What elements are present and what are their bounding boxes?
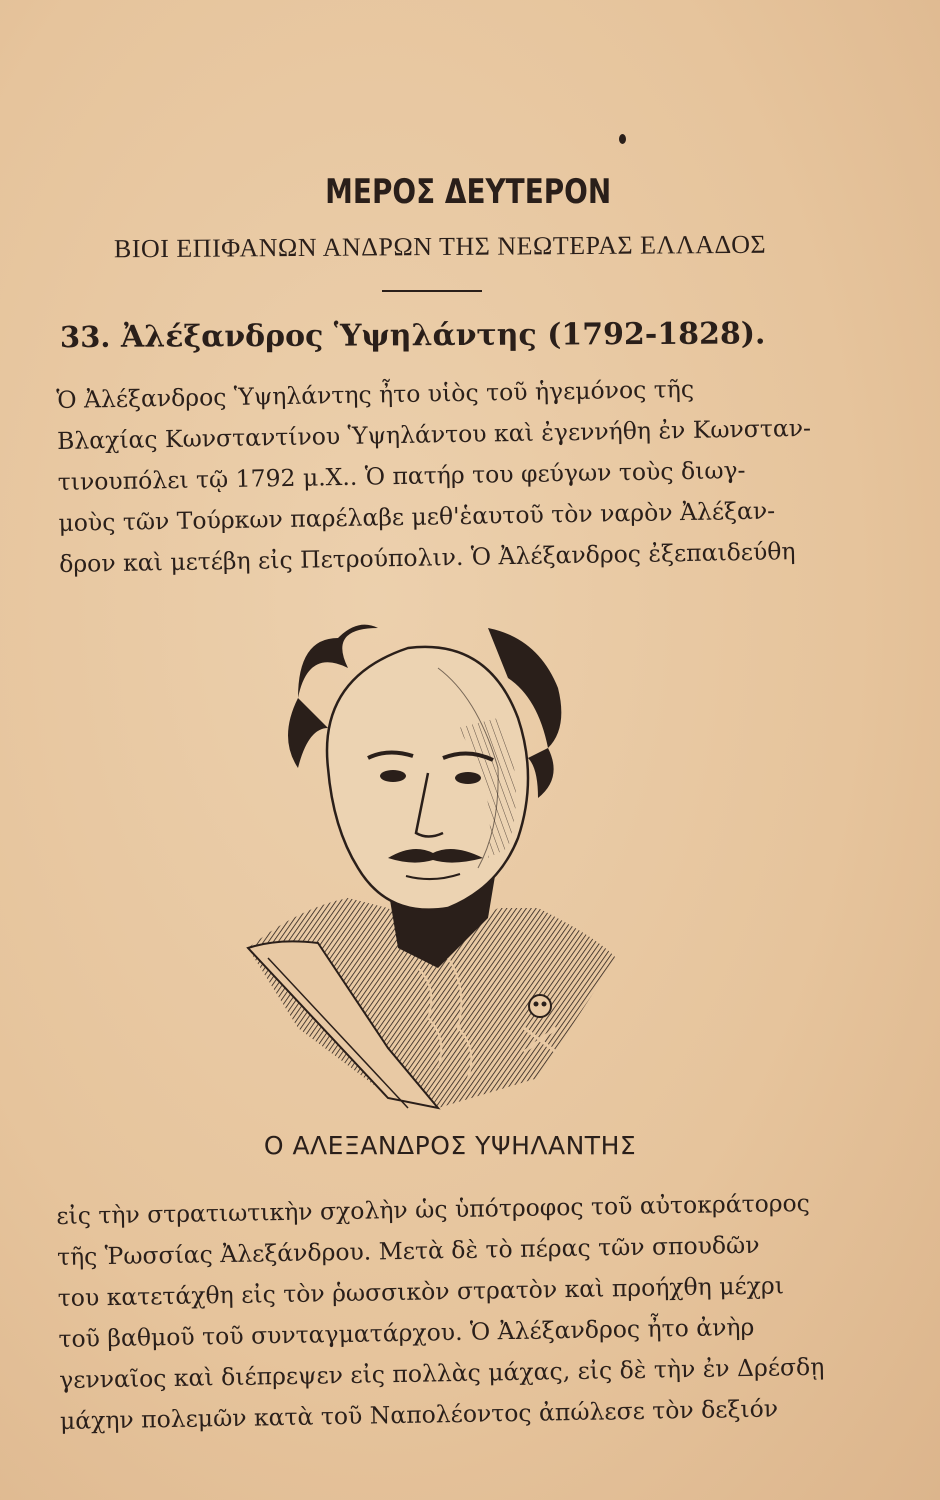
text-line: τινουπόλει τῷ 1792 μ.Χ.. Ὁ πατήρ του φεύγων τοὺς διωγ- <box>57 455 746 496</box>
text-line: τῆς Ῥωσσίας Ἀλεξάνδρου. Μετὰ δὲ τὸ πέρας τῶν σπουδῶν <box>56 1230 760 1271</box>
paragraph-continued <box>56 1182 850 1442</box>
text-line: εἰς τὴν στρατιωτικὴν σχολὴν ὡς ὑπότροφος τοῦ αὐτοκράτορος <box>56 1188 811 1230</box>
text-line: μοὺς τῶν Τούρκων παρέλαβε μεθ'ἑαυτοῦ τὸν ναρὸν Ἀλέξαν- <box>58 496 776 537</box>
text-line: γενναῖος καὶ διέπρεψεν εἰς πολλὰς μάχας, εἰς δὲ τὴν ἐν Δρέσδῃ <box>58 1352 825 1394</box>
part-subtitle: ΒΙΟΙ ΕΠΙΦΑΝΩΝ ΑΝΔΡΩΝ ΤΗΣ ΝΕΩΤΕΡΑΣ ΕΛΛΑΔΟΣ <box>113 229 767 264</box>
portrait-engraving <box>238 608 618 1128</box>
ink-dot <box>619 134 626 144</box>
section-years: (1792-1828). <box>547 316 766 353</box>
part-title: ΜΕΡΟΣ ΔΕΥΤΕΡΟΝ <box>325 172 612 212</box>
section-title: Ἀλέξανδρος Ὑψηλάντης <box>120 317 537 355</box>
portrait-caption: Ο ΑΛΕΞΑΝΔΡΟΣ ΥΨΗΛΑΝΤΗΣ <box>263 1131 637 1160</box>
text-line: δρον καὶ μετέβη εἰς Πετρούπολιν. Ὁ Ἀλέξανδρος ἐξεπαιδεύθη <box>58 537 796 578</box>
text-line: Ὁ Ἀλέξανδρος Ὑψηλάντης ἦτο υἱὸς τοῦ ἡγεμόνος τῆς <box>56 374 695 414</box>
divider-rule <box>382 290 482 292</box>
text-line: τοῦ βαθμοῦ τοῦ συνταγματάρχου. Ὁ Ἀλέξανδρος ἦτο ἀνὴρ <box>58 1312 755 1353</box>
text-line: μάχην πολεμῶν κατὰ τοῦ Ναπολέοντος ἀπώλεσε τὸν δεξιόν <box>59 1394 779 1435</box>
section-number: 33. <box>59 319 111 355</box>
text-line: Βλαχίας Κωνσταντίνου Ὑψηλάντου καὶ ἐγεννήθη ἐν Κωνσταν- <box>56 413 812 455</box>
paragraph-intro <box>56 366 839 585</box>
section-heading <box>60 316 860 355</box>
text-line: του κατετάχθη εἰς τὸν ῥωσσικὸν στρατὸν καὶ προήχθη μέχρι <box>57 1271 785 1312</box>
